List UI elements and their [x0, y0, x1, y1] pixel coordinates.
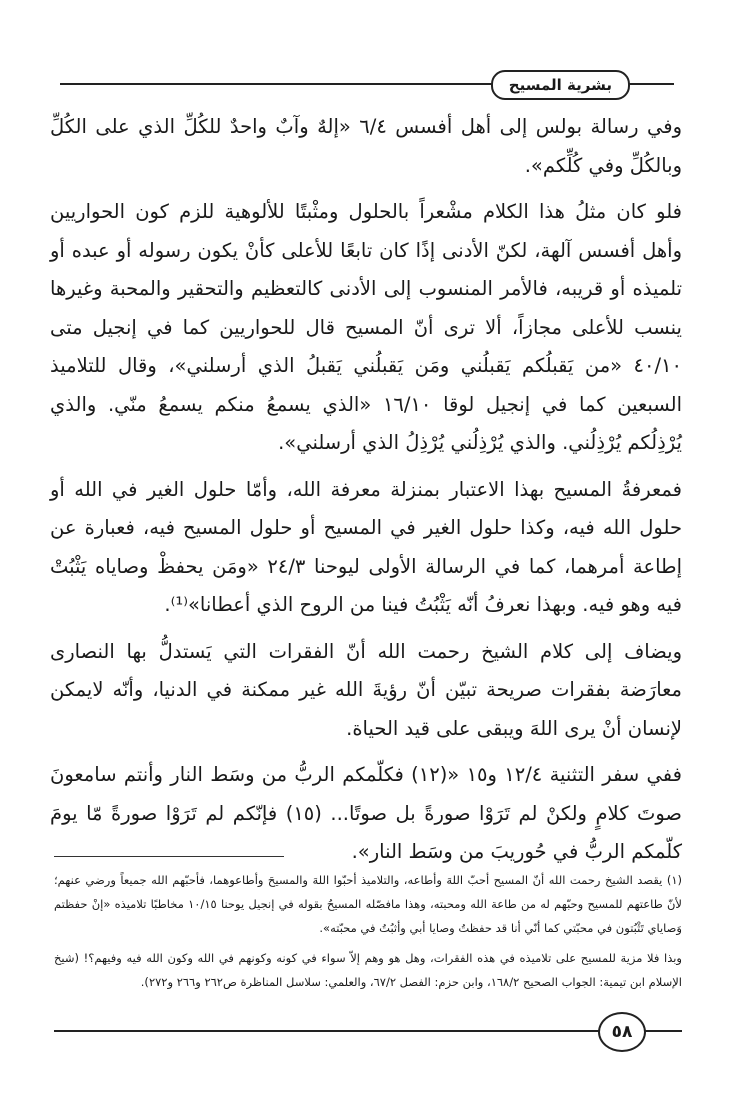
- paragraph: ويضاف إلى كلام الشيخ رحمت الله أنّ الفقرات التي يَستدلُّ بها النصارى معارَضة بفقرات صريحة تبيّن أنّ رؤيةَ الله غير ممكنة في الدنيا، وأنّه لايمكن لإنسان أنْ يرى اللهَ ويبقى على قيد الحياة.: [50, 639, 682, 740]
- paragraph: وفي رسالة بولس إلى أهل أفسس ٦/٤ «إلهٌ وآبٌ واحدٌ للكُلِّ الذي على الكُلِّ وبالكُلِّ وفي كُلِّكم».: [50, 115, 683, 177]
- page-number: ٥٨: [598, 1012, 646, 1052]
- footnotes: [54, 868, 682, 1000]
- page-footer: [54, 1010, 682, 1054]
- footer-rule: [54, 1030, 682, 1032]
- footnote: (١) يقصد الشيخ رحمت الله أنّ المسيح أحبّ اللهَ وأطاعه، والتلاميذ أحبّوا اللهَ والمسيحَ وأطاعوهما، فأحبّهم الله جميعاً ورضي عنهم؛ لأنّ طاعتهم للمسيح وحبّهم له من طاعة الله ومحبته، وهذا مافصّله المسيحُ بقوله في إنجيل يوحنا ١٠/١٥ مخاطبًا تلاميذه «إنْ حفظتم وَصاياي تَثْبُتون في محبّتي كما أنّي أنا قد حفظتُ وصايا أبي وأثبُتُ في محبّته».: [54, 873, 682, 935]
- paragraph: فمعرفةُ المسيح بهذا الاعتبار بمنزلة معرفة الله، وأمّا حلول الغير في الله أو حلول الله فيه، وكذا حلول الغير في المسيح أو حلول المسيح فيه، فعبارة عن إطاعة أمرهما، كما في الرسالة الأولى ليوحنا ٢٤/٣ «ومَن يحفظْ وصاياه يَثْبُتْ فيه وهو فيه. وبهذا نعرفُ أنّه يَثْبُتُ فينا من الروح الذي أعطانا»⁽¹⁾.: [50, 477, 682, 616]
- paragraph: ففي سفر التثنية ١٢/٤ و١٥ «(١٢) فكلّمكم الربُّ من وسَط النار وأنتم سامعونَ صوتَ كلامٍ ولكنْ لم تَرَوْا صورةً بل صوتًا... (١٥) فإنّكم لم تَرَوْا صورةً مّا يومَ كلّمكم الربُّ في حُوريبَ من وسَط النار».: [50, 763, 682, 863]
- main-text: [50, 108, 682, 880]
- paragraph: فلو كان مثلُ هذا الكلام مشْعراً بالحلول ومثْبتًا للألوهية للزم كون الحواريين وأهل أفسس آلهة، لكنّ الأدنى إذًا كان تابعًا للأعلى كأنْ يكون رسوله أو عبده أو تلميذه أو قريبه، فالأمر المنسوب إلى الأدنى كالتعظيم والتحقير والمحبة وغيرها ينسب للأعلى مجازاً، ألا ترى أنّ المسيح قال للحواريين كما في إنجيل متى ٤٠/١٠ «من يَقبلُكم يَقبلُني ومَن يَقبلُني يَقبلُ الذي أرسلني»، وقال للتلاميذ السبعين كما في إنجيل لوقا ١٦/١٠ «الذي يسمعُ منكم يسمعُ منّي. والذي يُرْذِلُكم يُرْذِلُني. والذي يُرْذِلُني يُرْذِلُ الذي أرسلني».: [50, 200, 683, 454]
- footnote: وبذا فلا مزية للمسيح على تلاميذه في هذه الفقرات، وهل هو وهم إلاّ سواء في كونه وكونهم في الله وكون الله فيه وفيهم؟! (شيخ الإسلام ابن تيمية: الجواب الصحيح ١٦٨/٢، وابن حزم: الفصل ٦٧/٢، والعلمي: سلاسل المناظرة ص٢٦٢ و٢٦٦ و٢٧٢).: [54, 951, 682, 989]
- running-header: [60, 68, 674, 100]
- chapter-title-badge: بشرية المسيح: [491, 70, 630, 100]
- footnote-separator: [54, 856, 284, 857]
